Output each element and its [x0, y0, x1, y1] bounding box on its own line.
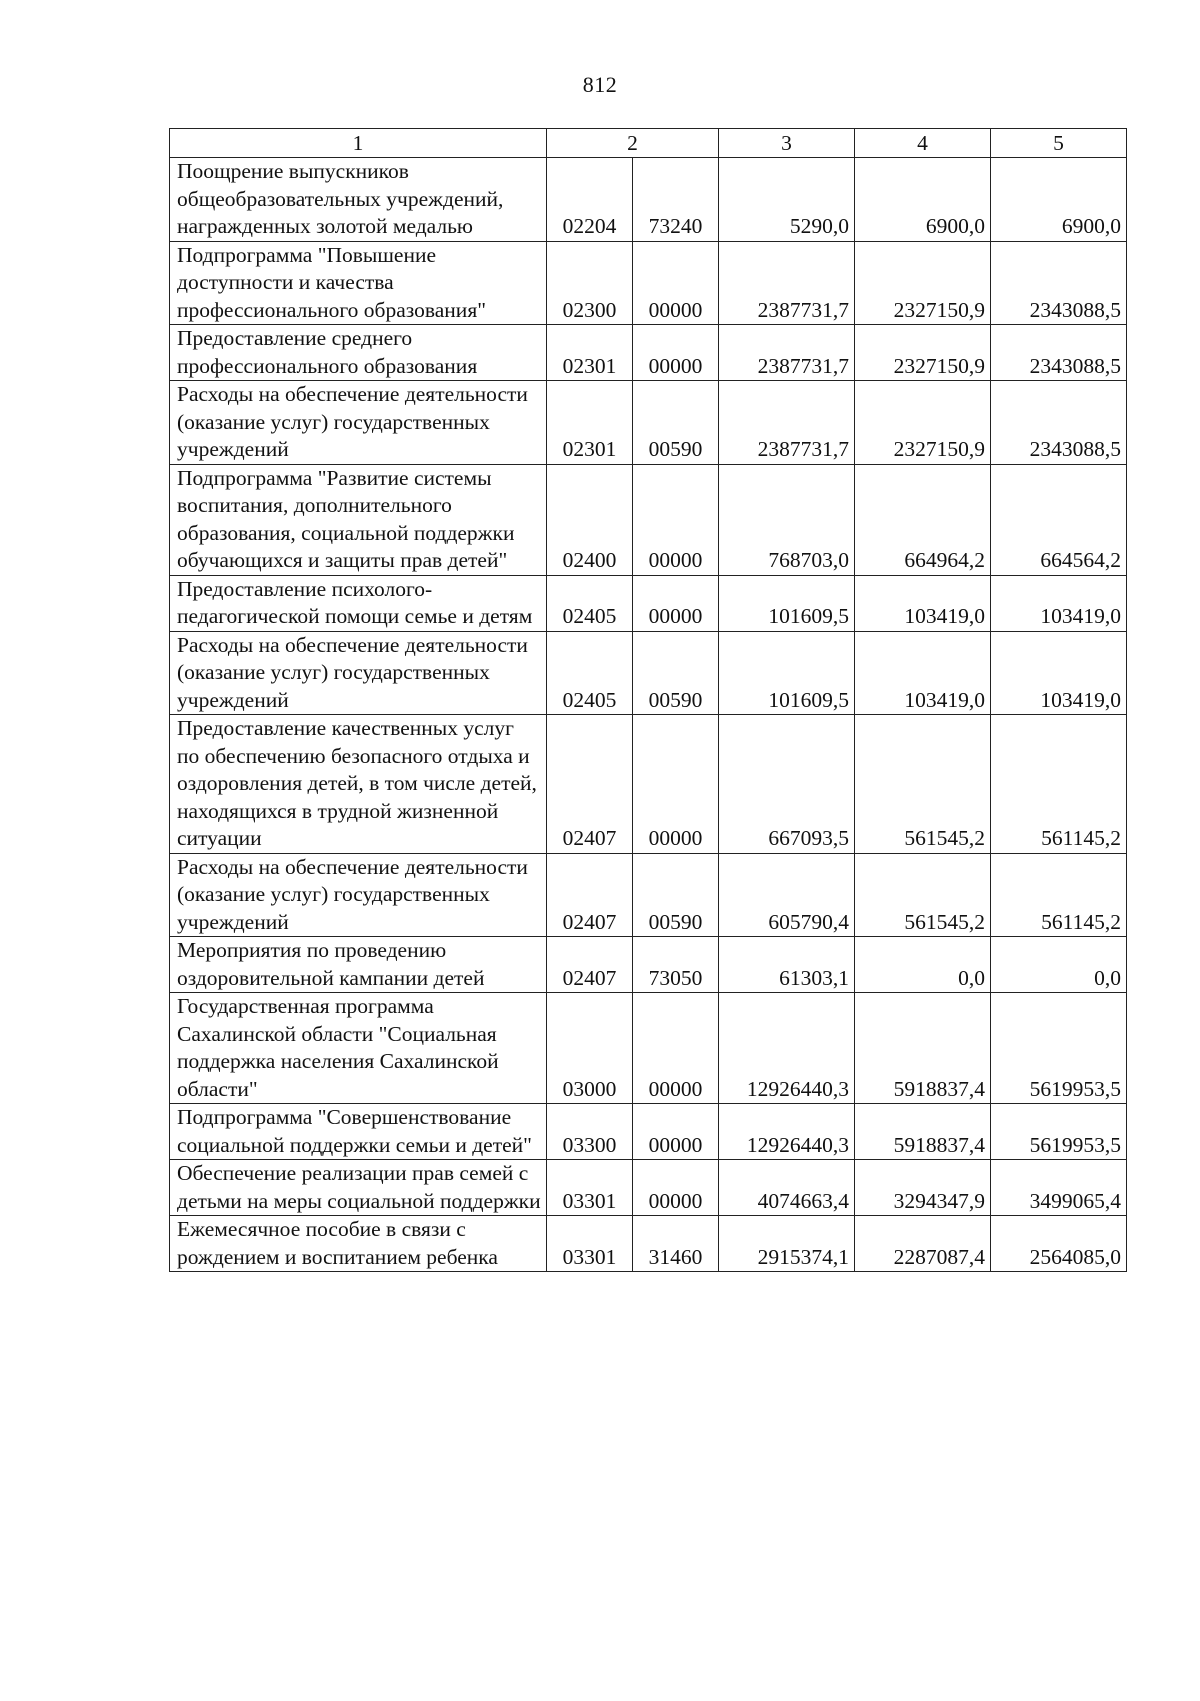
header-col-2: 2: [547, 129, 719, 158]
row-code2-cell: 73050: [633, 937, 719, 993]
table-row: [170, 1216, 1127, 1272]
row-value3-cell: 101609,5: [719, 631, 855, 715]
page-number: 812: [582, 72, 618, 97]
row-code1-cell: 02405: [547, 631, 633, 715]
row-value3-cell: 4074663,4: [719, 1160, 855, 1216]
row-code1-cell: 02301: [547, 325, 633, 381]
row-value3-cell: 667093,5: [719, 715, 855, 854]
row-code2-cell: 00000: [633, 241, 719, 325]
row-code2-cell: 00000: [633, 1104, 719, 1160]
row-value3-cell: 5290,0: [719, 158, 855, 242]
header-col-5: 5: [991, 129, 1127, 158]
header-col-1: 1: [170, 129, 547, 158]
row-code1-cell: 02407: [547, 937, 633, 993]
header-col-3: 3: [719, 129, 855, 158]
row-value4-cell: 5918837,4: [855, 1104, 991, 1160]
row-value4-cell: 5918837,4: [855, 993, 991, 1104]
row-value5-cell: 103419,0: [991, 575, 1127, 631]
row-code1-cell: 03301: [547, 1216, 633, 1272]
row-code2-cell: 00000: [633, 464, 719, 575]
row-code1-cell: 02301: [547, 381, 633, 465]
row-name-cell: Государственная программа Сахалинской области "Социальная поддержка населения Сахалинской области": [170, 993, 547, 1104]
row-value3-cell: 2387731,7: [719, 381, 855, 465]
row-code1-cell: 03300: [547, 1104, 633, 1160]
row-value5-cell: 0,0: [991, 937, 1127, 993]
row-code2-cell: 73240: [633, 158, 719, 242]
header-col-4: 4: [855, 129, 991, 158]
row-value5-cell: 5619953,5: [991, 993, 1127, 1104]
row-value5-cell: 2343088,5: [991, 381, 1127, 465]
row-name-cell: Предоставление качественных услуг по обеспечению безопасного отдыха и оздоровления детей, в том числе детей, находящихся в трудной жизненной ситуации: [170, 715, 547, 854]
row-value5-cell: 561145,2: [991, 853, 1127, 937]
table-row: [170, 853, 1127, 937]
table-row: [170, 464, 1127, 575]
row-code2-cell: 00590: [633, 631, 719, 715]
row-value5-cell: 3499065,4: [991, 1160, 1127, 1216]
row-code1-cell: 03301: [547, 1160, 633, 1216]
row-value5-cell: 5619953,5: [991, 1104, 1127, 1160]
row-value4-cell: 2327150,9: [855, 325, 991, 381]
row-code1-cell: 02300: [547, 241, 633, 325]
row-code2-cell: 00000: [633, 1160, 719, 1216]
table-row: [170, 1160, 1127, 1216]
row-value4-cell: 0,0: [855, 937, 991, 993]
row-name-cell: Расходы на обеспечение деятельности (оказание услуг) государственных учреждений: [170, 631, 547, 715]
table-row: [170, 993, 1127, 1104]
row-code2-cell: 00590: [633, 853, 719, 937]
table-row: [170, 631, 1127, 715]
row-code1-cell: 03000: [547, 993, 633, 1104]
row-value4-cell: 2287087,4: [855, 1216, 991, 1272]
row-value3-cell: 61303,1: [719, 937, 855, 993]
table-row: [170, 241, 1127, 325]
row-code1-cell: 02407: [547, 853, 633, 937]
row-code2-cell: 00000: [633, 993, 719, 1104]
row-value5-cell: 561145,2: [991, 715, 1127, 854]
row-value5-cell: 664564,2: [991, 464, 1127, 575]
table-row: [170, 158, 1127, 242]
row-value3-cell: 12926440,3: [719, 993, 855, 1104]
row-code2-cell: 00000: [633, 575, 719, 631]
row-value3-cell: 101609,5: [719, 575, 855, 631]
row-code2-cell: 31460: [633, 1216, 719, 1272]
row-value5-cell: 6900,0: [991, 158, 1127, 242]
row-value5-cell: 103419,0: [991, 631, 1127, 715]
row-value4-cell: 3294347,9: [855, 1160, 991, 1216]
row-code2-cell: 00590: [633, 381, 719, 465]
row-code1-cell: 02400: [547, 464, 633, 575]
row-value3-cell: 768703,0: [719, 464, 855, 575]
row-value3-cell: 605790,4: [719, 853, 855, 937]
table-body: [170, 158, 1127, 1272]
row-name-cell: Подпрограмма "Развитие системы воспитания, дополнительного образования, социальной поддержки обучающихся и защиты прав детей": [170, 464, 547, 575]
row-value3-cell: 2915374,1: [719, 1216, 855, 1272]
row-value4-cell: 2327150,9: [855, 381, 991, 465]
table-header-row: [170, 129, 1127, 158]
table-row: [170, 715, 1127, 854]
table-row: [170, 575, 1127, 631]
row-value4-cell: 561545,2: [855, 853, 991, 937]
row-name-cell: Поощрение выпускников общеобразовательных учреждений, награжденных золотой медалью: [170, 158, 547, 242]
row-name-cell: Ежемесячное пособие в связи с рождением и воспитанием ребенка: [170, 1216, 547, 1272]
row-value5-cell: 2343088,5: [991, 325, 1127, 381]
row-name-cell: Расходы на обеспечение деятельности (оказание услуг) государственных учреждений: [170, 853, 547, 937]
row-value3-cell: 2387731,7: [719, 325, 855, 381]
row-code2-cell: 00000: [633, 715, 719, 854]
budget-table: [169, 128, 1127, 1272]
row-value4-cell: 2327150,9: [855, 241, 991, 325]
row-code1-cell: 02204: [547, 158, 633, 242]
row-value4-cell: 561545,2: [855, 715, 991, 854]
row-code1-cell: 02407: [547, 715, 633, 854]
row-code2-cell: 00000: [633, 325, 719, 381]
row-value4-cell: 6900,0: [855, 158, 991, 242]
row-name-cell: Мероприятия по проведению оздоровительной кампании детей: [170, 937, 547, 993]
row-name-cell: Подпрограмма "Повышение доступности и качества профессионального образования": [170, 241, 547, 325]
row-value3-cell: 2387731,7: [719, 241, 855, 325]
table-row: [170, 325, 1127, 381]
row-value4-cell: 664964,2: [855, 464, 991, 575]
row-name-cell: Подпрограмма "Совершенствование социальной поддержки семьи и детей": [170, 1104, 547, 1160]
row-name-cell: Предоставление среднего профессионального образования: [170, 325, 547, 381]
row-name-cell: Предоставление психолого-педагогической помощи семье и детям: [170, 575, 547, 631]
row-value4-cell: 103419,0: [855, 631, 991, 715]
row-name-cell: Расходы на обеспечение деятельности (оказание услуг) государственных учреждений: [170, 381, 547, 465]
row-code1-cell: 02405: [547, 575, 633, 631]
table-row: [170, 1104, 1127, 1160]
row-value5-cell: 2564085,0: [991, 1216, 1127, 1272]
table-row: [170, 381, 1127, 465]
row-value3-cell: 12926440,3: [719, 1104, 855, 1160]
table-row: [170, 937, 1127, 993]
row-name-cell: Обеспечение реализации прав семей с детьми на меры социальной поддержки: [170, 1160, 547, 1216]
row-value4-cell: 103419,0: [855, 575, 991, 631]
row-value5-cell: 2343088,5: [991, 241, 1127, 325]
